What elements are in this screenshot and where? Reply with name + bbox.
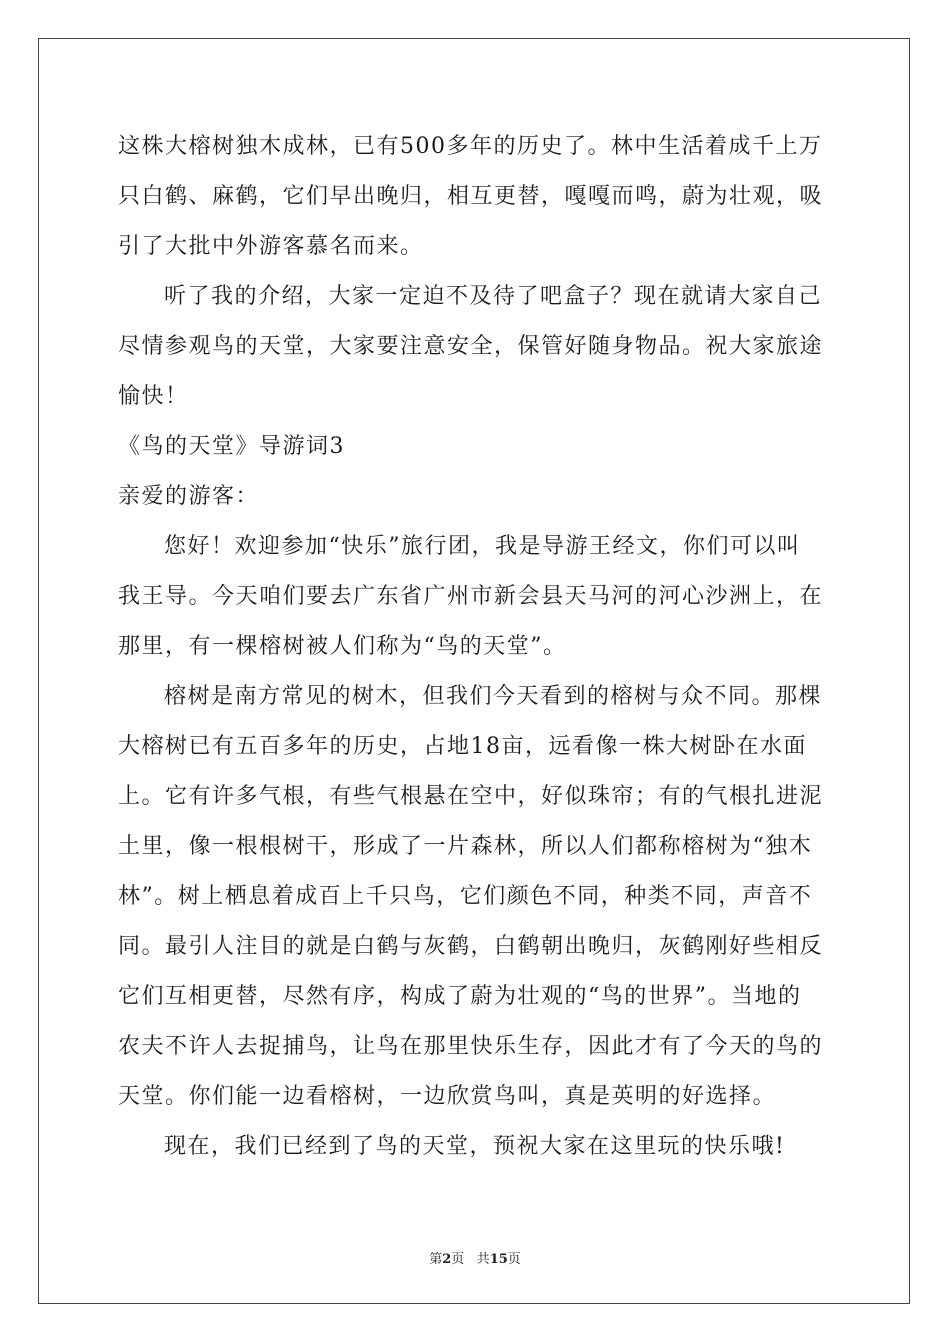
page-footer (0, 1248, 950, 1267)
text-line: 同。最引人注目的就是白鹤与灰鹤，白鹤朝出晚归，灰鹤刚好些相反 (118, 934, 824, 959)
salutation: 亲爱的游客： (118, 484, 260, 509)
text-line: 只白鹤、麻鹤，它们早出晚归，相互更替，嘎嘎而鸣，蔚为壮观，吸 (118, 184, 824, 209)
text-line: 愉快！ (118, 384, 189, 409)
page-prefix: 第 (429, 1252, 443, 1267)
text-line: 它们互相更替，尽然有序，构成了蔚为壮观的“鸟的世界”。当地的 (118, 984, 802, 1009)
total-prefix: 共 (476, 1252, 490, 1267)
paragraph-first-line: 榕树是南方常见的树木，但我们今天看到的榕树与众不同。那棵 (164, 684, 823, 709)
text-line: 引了大批中外游客慕名而来。 (118, 234, 424, 259)
text-line: 林”。树上栖息着成百上千只鸟，它们颜色不同，种类不同，声音不 (118, 884, 813, 909)
text-line: 农夫不许人去捉捕鸟，让鸟在那里快乐生存，因此才有了今天的鸟的 (118, 1034, 824, 1059)
text-line: 上。它有许多气根，有些气根悬在空中，好似珠帘；有的气根扎进泥 (118, 784, 824, 809)
total-suffix: 页 (507, 1252, 521, 1267)
text-line: 天堂。你们能一边看榕树，一边欣赏鸟叫，真是英明的好选择。 (118, 1084, 777, 1109)
text-line: 大榕树已有五百多年的历史，占地18亩，远看像一株大树卧在水面 (118, 734, 807, 759)
text-line: 这株大榕树独木成林，已有500多年的历史了。林中生活着成千上万 (118, 134, 823, 159)
text-line: 我王导。今天咱们要去广东省广州市新会县天马河的河心沙洲上，在 (118, 584, 824, 609)
text-line: 土里，像一根根树干，形成了一片森林，所以人们都称榕树为“独木 (118, 834, 813, 859)
current-page-number: 2 (442, 1252, 452, 1267)
document-body (118, 122, 834, 1172)
paragraph-first-line: 您好！欢迎参加“快乐”旅行团，我是导游王经文，你们可以叫 (164, 534, 801, 559)
section-heading: 《鸟的天堂》导游词3 (118, 434, 345, 459)
text-line: 那里，有一棵榕树被人们称为“鸟的天堂”。 (118, 634, 567, 659)
total-page-number: 15 (489, 1252, 508, 1267)
paragraph-first-line: 现在，我们已经到了鸟的天堂，预祝大家在这里玩的快乐哦! (164, 1134, 786, 1159)
page-suffix: 页 (451, 1252, 465, 1267)
paragraph-first-line: 听了我的介绍，大家一定迫不及待了吧盒子？现在就请大家自己 (164, 284, 823, 309)
text-line: 尽情参观鸟的天堂，大家要注意安全，保管好随身物品。祝大家旅途 (118, 334, 824, 359)
